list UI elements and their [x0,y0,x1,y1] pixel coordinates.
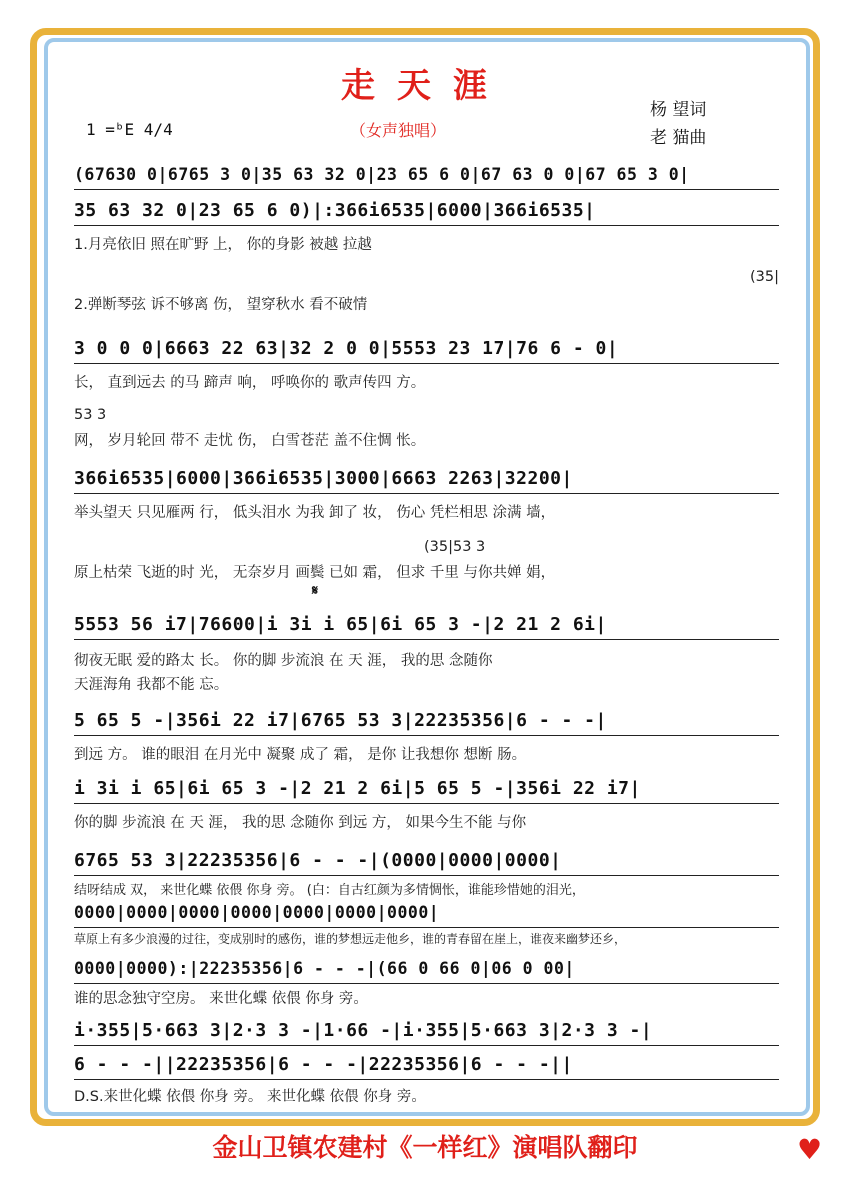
lyric-line-4b: 原上枯荣 飞逝的时 光， 无奈岁月 画鬓 已如 霜， 但求 千里 与你共婵 娟， [74,565,556,581]
key-signature: 1 =ᵇE 4/4 [86,120,173,139]
score-line-5: 5553 56 i7|76600|i 3i i 65|6i 65 3 -|2 21 2 6i| [74,612,779,640]
score-line-9: 0000|0000|0000|0000|0000|0000|0000| [74,900,779,928]
composer: 老 猫曲 [650,128,707,148]
credits [650,96,706,152]
lyric-cue-2: 53 3 [74,407,107,423]
lyric-line-verse2: 2.弹断琴弦 诉不够离 伤， 望穿秋水 看不破情 [74,297,368,313]
segno-icon: 𝄋 [312,583,319,599]
lyric-line-5a: 彻夜无眠 爱的路太 长。 你的脚 步流浪 在 天 涯， 我的思 念随你 [74,653,493,669]
lyric-line-12: D.S.来世化蝶 依偎 你身 旁。 来世化蝶 依偎 你身 旁。 [74,1089,426,1105]
lyric-cue-1: (35| [750,269,779,285]
score-line-3: 3 0 0 0|6663 22 63|32 2 0 0|5553 23 17|76 6 - 0| [74,336,779,364]
lyric-line-5b: 天涯海角 我都不能 忘。 [74,677,229,693]
lyric-line-4a: 举头望天 只见雁两 行， 低头泪水 为我 卸了 妆， 伤心 凭栏相思 涂满 墙， [74,505,556,521]
score-line-11: i·355|5·663 3|2·3 3 -|1·66 -|i·355|5·663 3|2·3 3 -| [74,1018,779,1046]
song-subtitle: （女声独唱） [350,121,447,140]
lyric-line-3b: 网， 岁月轮回 带不 走忧 伤， 白雪苍茫 盖不住惆 怅。 [74,433,426,449]
lyric-line-10: 谁的思念独守空房。 来世化蝶 依偎 你身 旁。 [74,991,368,1007]
lyric-line-6: 到远 方。 谁的眼泪 在月光中 凝聚 成了 霜， 是你 让我想你 想断 肠。 [74,747,527,763]
lyric-line-verse1: 1.月亮依旧 照在旷野 上， 你的身影 被越 拉越 [74,237,372,253]
score-line-4: 366i6535|6000|366i6535|3000|6663 2263|32200| [74,466,779,494]
heart-icon: ♥ [797,1133,823,1166]
lyricist: 杨 望词 [650,100,707,120]
score-line-12: 6 - - -||22235356|6 - - -|22235356|6 - - -|| [74,1052,779,1080]
lyric-cue-3: (35|53 3 [424,539,486,555]
score-line-2: 35 63 32 0|23 65 6 0)|:366i6535|6000|366i6535| [74,198,779,226]
lyric-line-9: 草原上有多少浪漫的过往，变成别时的感伤，谁的梦想远走他乡，谁的青春留在崖上，谁夜来幽梦还乡， [74,932,627,946]
lyric-line-7: 你的脚 步流浪 在 天 涯， 我的思 念随你 到远 方， 如果今生不能 与你 [74,815,527,831]
score-line-6: 5 65 5 -|356i 22 i7|6765 53 3|22235356|6 - - -| [74,708,779,736]
lyric-line-8: 结呀结成 双， 来世化蝶 依偎 你身 旁。 (白：自古红颜为多情惆怅，谁能珍惜她的泪光， [74,883,585,898]
song-title: 走天涯 [341,66,509,106]
score-line-8: 6765 53 3|22235356|6 - - -|(0000|0000|0000| [74,848,779,876]
score-line-10: 0000|0000):|22235356|6 - - -|(66 0 66 0|06 0 00| [74,956,779,984]
score-line-1: (67630 0|6765 3 0|35 63 32 0|23 65 6 0|67 63 0 0|67 65 3 0| [74,162,779,190]
lyric-line-3a: 长， 直到远去 的马 蹄声 响， 呼唤你的 歌声传四 方。 [74,375,426,391]
footer-text: 金山卫镇农建村《一样红》演唱队翻印 [212,1133,638,1162]
score-line-7: i 3i i 65|6i 65 3 -|2 21 2 6i|5 65 5 -|356i 22 i7| [74,776,779,804]
